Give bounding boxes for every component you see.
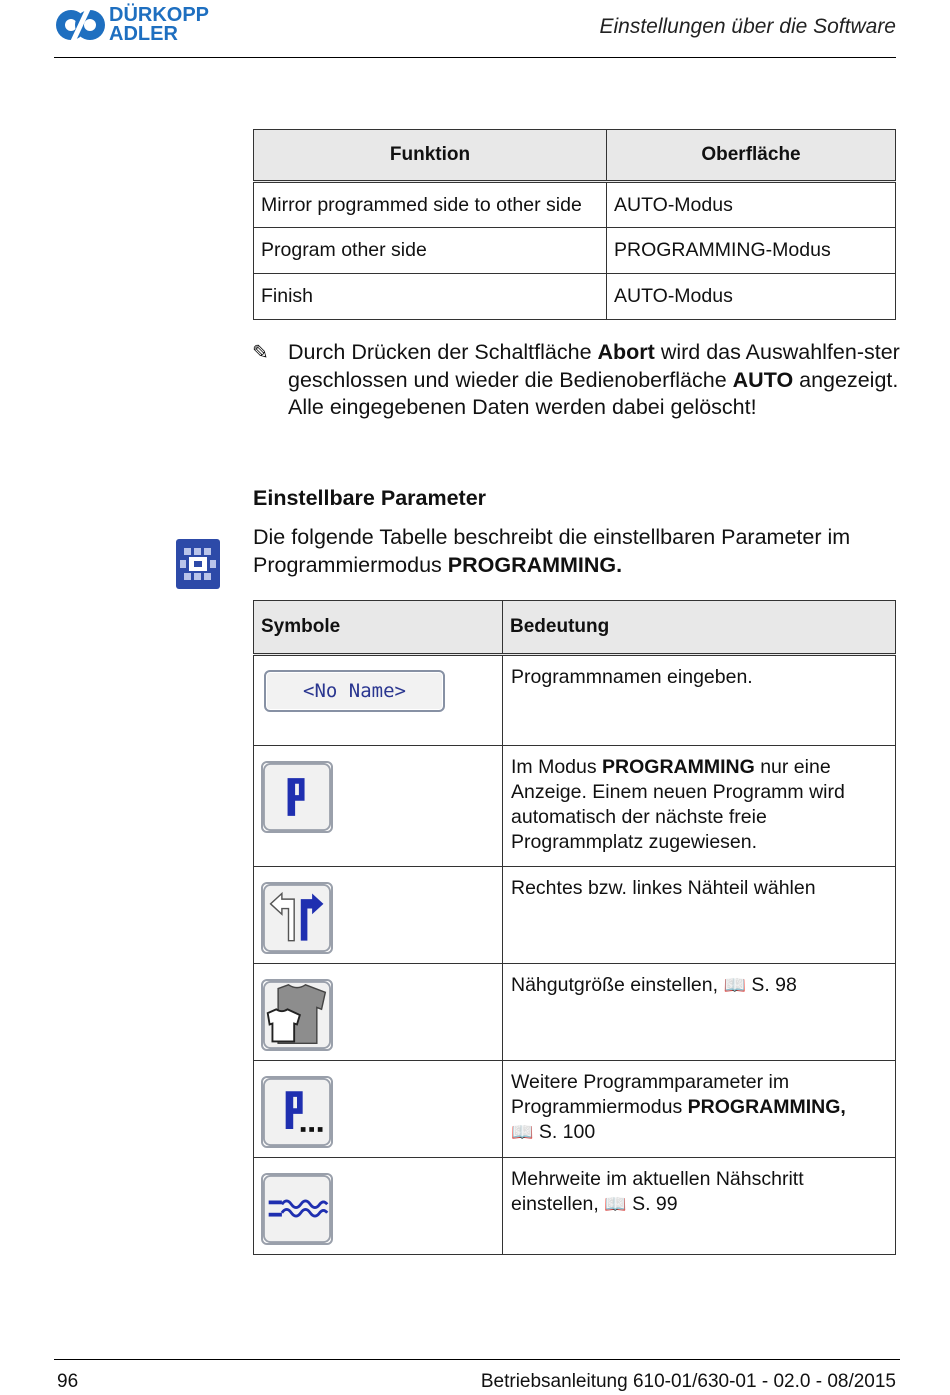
symbol-cell: [254, 964, 503, 1061]
meaning-cell: Programmnamen eingeben.: [503, 655, 896, 746]
table-row: [254, 746, 896, 867]
book-reference-icon: 📖: [604, 1194, 627, 1214]
book-reference-icon: 📖: [723, 975, 746, 995]
surface-cell: AUTO-Modus: [607, 182, 896, 228]
program-p-icon: [261, 761, 333, 833]
company-logo: [54, 4, 209, 46]
symbol-cell: [254, 746, 503, 867]
note-text-middle: wird das Auswahlfen-ster geschlossen und wieder die Bedienoberfläche: [288, 340, 900, 392]
logo-line1: DÜRKOPP: [109, 4, 210, 26]
table-row: [254, 1158, 896, 1255]
meaning-bold: PROGRAMMING: [602, 756, 755, 778]
symbol-cell: [254, 655, 503, 746]
meaning-text: Weitere Programmparameter im Programmiermodus: [511, 1071, 790, 1118]
table-row: [254, 274, 896, 320]
duerkopp-adler-logo-icon: [54, 4, 106, 46]
section-desc-bold: PROGRAMMING.: [447, 552, 623, 577]
symbol-cell: [254, 1061, 503, 1158]
header-divider: [54, 57, 896, 58]
table-row: [254, 867, 896, 964]
note-bold-abort: Abort: [597, 340, 655, 364]
page-reference: S. 98: [751, 974, 797, 996]
more-parameters-icon: [261, 1076, 333, 1148]
symbol-cell: [254, 1158, 503, 1255]
meaning-text: Im Modus: [511, 756, 603, 778]
function-cell: Program other side: [254, 228, 607, 274]
fullness-icon: [261, 1173, 333, 1245]
meaning-cell: [503, 1061, 896, 1158]
table-row: [254, 1061, 896, 1158]
footer-divider: [54, 1359, 900, 1360]
page-number: 96: [57, 1371, 79, 1392]
function-table: [253, 129, 896, 320]
note-text-after: angezeigt. Alle eingegebenen Daten werden dabei gelöscht!: [288, 367, 899, 419]
function-cell: Finish: [254, 274, 607, 320]
side-select-arrows-icon: [261, 882, 333, 954]
note-arrow-icon: ✎: [252, 342, 269, 364]
function-cell: Mirror programmed side to other side: [254, 182, 607, 228]
page-reference: S. 99: [632, 1193, 678, 1215]
table-row: [254, 182, 896, 228]
section-description: [253, 524, 913, 579]
header-title: Einstellungen über die Software: [599, 15, 896, 38]
note-text-before: Durch Drücken der Schaltfläche: [288, 340, 598, 364]
parameter-table: [253, 600, 896, 1255]
meaning-text: nur eine Anzeige. Einem neuen Programm wird automatisch der nächste freie Programmplatz zugewiesen.: [511, 756, 845, 853]
surface-cell: PROGRAMMING-Modus: [607, 228, 896, 274]
table-row: [254, 964, 896, 1061]
garment-size-icon: [261, 979, 333, 1051]
surface-cell: AUTO-Modus: [607, 274, 896, 320]
section-desc-text: Die folgende Tabelle beschreibt die einstellbaren Parameter im Programmiermodus: [253, 525, 851, 577]
logo-line2: ADLER: [109, 23, 178, 45]
note-paragraph: [252, 339, 902, 422]
meaning-text: Mehrweite im aktuellen Nähschritt einstellen,: [511, 1168, 804, 1215]
meaning-cell: [503, 1158, 896, 1255]
symbols-header: Symbole: [254, 601, 503, 655]
meaning-cell: Rechtes bzw. linkes Nähteil wählen: [503, 867, 896, 964]
name-field-icon: <No Name>: [264, 670, 445, 712]
table-row: [254, 228, 896, 274]
surface-header: Oberfläche: [607, 130, 896, 182]
meaning-cell: [503, 746, 896, 867]
symbol-cell: [254, 867, 503, 964]
meaning-cell: [503, 964, 896, 1061]
page-reference: S. 100: [538, 1121, 596, 1143]
book-reference-icon: 📖: [511, 1122, 534, 1142]
meaning-header: Bedeutung: [503, 601, 896, 655]
table-row: [254, 655, 896, 746]
meaning-text: Nähgutgröße einstellen,: [511, 974, 719, 996]
function-header: Funktion: [254, 130, 607, 182]
section-title: Einstellbare Parameter: [253, 486, 487, 510]
document-reference: Betriebsanleitung 610-01/630-01 - 02.0 - 08/2015: [480, 1371, 896, 1392]
settings-grid-icon: [176, 539, 220, 589]
note-text: [288, 339, 902, 422]
note-bold-auto: AUTO: [732, 367, 794, 392]
meaning-bold: PROGRAMMING,: [687, 1096, 846, 1118]
